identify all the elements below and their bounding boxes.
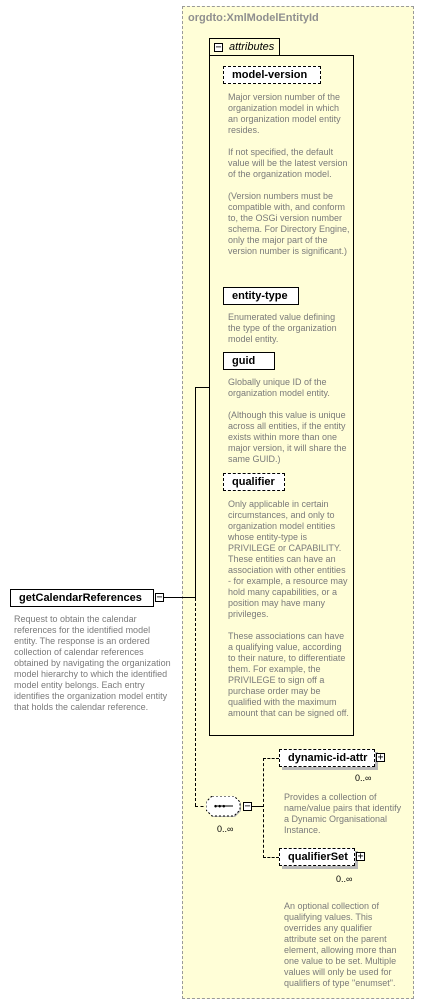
connector-root-sequence xyxy=(195,598,196,806)
attribute-entity-type-description: Enumerated value defining the type of the organization model entity. xyxy=(228,312,337,344)
element-qualifierSet[interactable]: qualifierSet xyxy=(279,848,355,866)
element-dynamic-id-attr[interactable]: dynamic-id-attr xyxy=(279,749,375,767)
connector-sequence xyxy=(252,806,263,807)
connector-qualifierSet xyxy=(263,857,279,858)
connector-attributes-stub xyxy=(195,387,209,388)
dynamic-id-attr-cardinality: 0..∞ xyxy=(355,773,372,783)
attributes-collapse-icon[interactable]: − xyxy=(215,42,222,53)
root-element-collapse-icon[interactable]: − xyxy=(156,592,163,603)
attribute-qualifier[interactable]: qualifier xyxy=(223,473,285,491)
dynamic-id-attr-expand-icon[interactable]: + xyxy=(377,752,384,763)
sequence-symbol: ••• xyxy=(214,801,227,811)
connector-dynamic-id-attr xyxy=(263,758,279,759)
connector-root xyxy=(164,597,195,598)
qualifierSet-cardinality: 0..∞ xyxy=(336,874,353,884)
sequence-collapse-icon[interactable]: − xyxy=(244,801,251,812)
attributes-label: attributes xyxy=(229,41,275,53)
attribute-model-version[interactable]: model-version xyxy=(223,66,321,84)
dynamic-id-attr-description: Provides a collection of name/value pairs that identify a Dynamic Organisational Instance. xyxy=(284,792,402,835)
root-element-getCalendarReferences[interactable]: getCalendarReferences xyxy=(10,589,154,607)
attribute-model-version-description: Major version number of the organization model in which an organization model entity resides. If not specified, the default value will be the latest version of the organization model. (Version numbers must be compatible with, and conform to, the OSGi version number schema. For Directory Engine, only the major part of the version number is significant.) xyxy=(228,92,350,256)
connector-root-attributes xyxy=(195,387,196,598)
attribute-qualifier-description: Only applicable in certain circumstances, and only to organization model entities whose entity-type is PRIVILEGE or CAPABILITY. These entities can have an association with other entities - for example, a resource may hold many capabilities, or a position may have many privileges. These associations can have a qualifying value, according to their nature, to differentiate them. For example, the PRIVILEGE to sign off a purchase order may be qualified with the maximum amount that can be signed off. xyxy=(228,499,349,718)
qualifierSet-description: An optional collection of qualifying values. This overrides any qualifier attribute set on the parent element, allowing more than one value to be set. Multiple values will only be used for qualifiers of type "enumset". xyxy=(284,901,397,988)
attribute-guid[interactable]: guid xyxy=(223,352,275,370)
connector-sequence-children xyxy=(263,758,264,858)
attribute-entity-type[interactable]: entity-type xyxy=(223,287,299,305)
complex-type-title: orgdto:XmlModelEntityId xyxy=(188,12,319,24)
sequence-cardinality: 0..∞ xyxy=(217,824,234,834)
qualifierSet-expand-icon[interactable]: + xyxy=(357,851,364,862)
root-element-description: Request to obtain the calendar references for the identified model entity. The response is an ordered collection of calendar references obtained by navigating the organization model hierarchy to which the identified model entity belongs. Each entry identifies the organization model entity that holds the calendar reference. xyxy=(14,614,171,712)
attribute-guid-description: Globally unique ID of the organization model entity. (Although this value is unique across all entities, if the entity exists within more than one major version, it will share the same GUID.) xyxy=(228,377,347,464)
